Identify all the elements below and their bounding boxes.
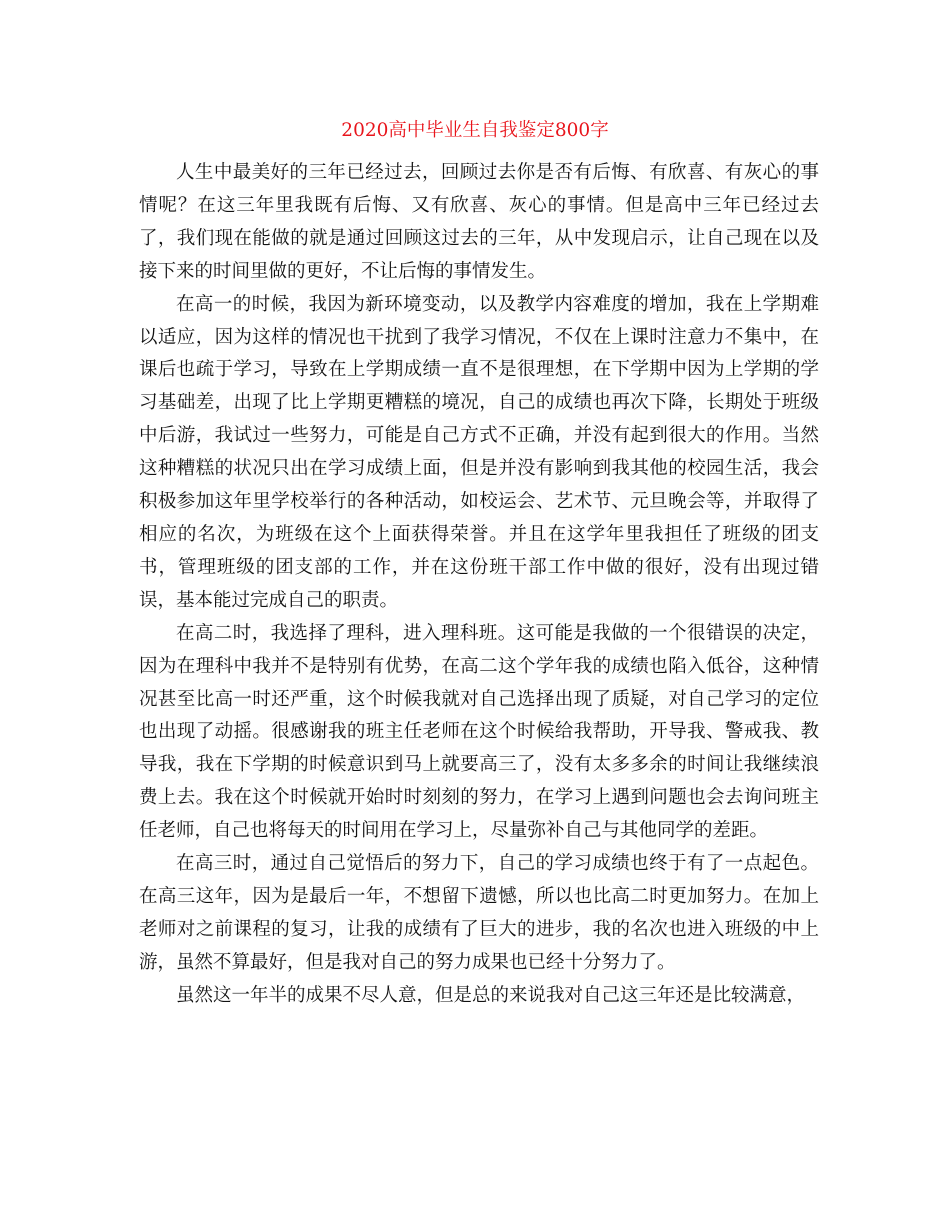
- document-title: 2020高中毕业生自我鉴定800字: [341, 120, 609, 141]
- document-body: [139, 157, 819, 1013]
- paragraph-1: 人生中最美好的三年已经过去，回顾过去你是否有后悔、有欣喜、有灰心的事情呢？在这三年里我既有后悔、又有欣喜、灰心的事情。但是高中三年已经过去了，我们现在能做的就是通过回顾这过去的三年，从中发现启示，让自己现在以及接下来的时间里做的更好，不让后悔的事情发生。: [139, 162, 819, 282]
- paragraph-3: 在高二时，我选择了理科，进入理科班。这可能是我做的一个很错误的决定，因为在理科中我并不是特别有优势，在高二这个学年我的成绩也陷入低谷，这种情况甚至比高一时还严重，这个时候我就对自己选择出现了质疑，对自己学习的定位也出现了动摇。很感谢我的班主任老师在这个时候给我帮助，开导我、警戒我、教导我，我在下学期的时候意识到马上就要高三了，没有太多多余的时间让我继续浪费上去。我在这个时候就开始时时刻刻的努力，在学习上遇到问题也会去询问班主任老师，自己也将每天的时间用在学习上，尽量弥补自己与其他同学的差距。: [139, 622, 819, 842]
- paragraph-4: 在高三时，通过自己觉悟后的努力下，自己的学习成绩也终于有了一点起色。在高三这年，因为是最后一年，不想留下遗憾，所以也比高二时更加努力。在加上老师对之前课程的复习，让我的成绩有了巨大的进步，我的名次也进入班级的中上游，虽然不算最好，但是我对自己的努力成果也已经十分努力了。: [139, 853, 819, 973]
- paragraph-5: 虽然这一年半的成果不尽人意，但是总的来说我对自己这三年还是比较满意，: [176, 984, 806, 1006]
- paragraph-2: 在高一的时候，我因为新环境变动，以及教学内容难度的增加，我在上学期难以适应，因为这样的情况也干扰到了我学习情况，不仅在上课时注意力不集中，在课后也疏于学习，导致在上学期成绩一直不是很理想，在下学期中因为上学期的学习基础差，出现了比上学期更糟糕的境况，自己的成绩也再次下降，长期处于班级中后游，我试过一些努力，可能是自己方式不正确，并没有起到很大的作用。当然这种糟糕的状况只出在学习成绩上面，但是并没有影响到我其他的校园生活，我会积极参加这年里学校举行的各种活动，如校运会、艺术节、元旦晚会等，并取得了相应的名次，为班级在这个上面获得荣誉。并且在这学年里我担任了班级的团支书，管理班级的团支部的工作，并在这份班干部工作中做的很好，没有出现过错误，基本能过完成自己的职责。: [139, 293, 819, 611]
